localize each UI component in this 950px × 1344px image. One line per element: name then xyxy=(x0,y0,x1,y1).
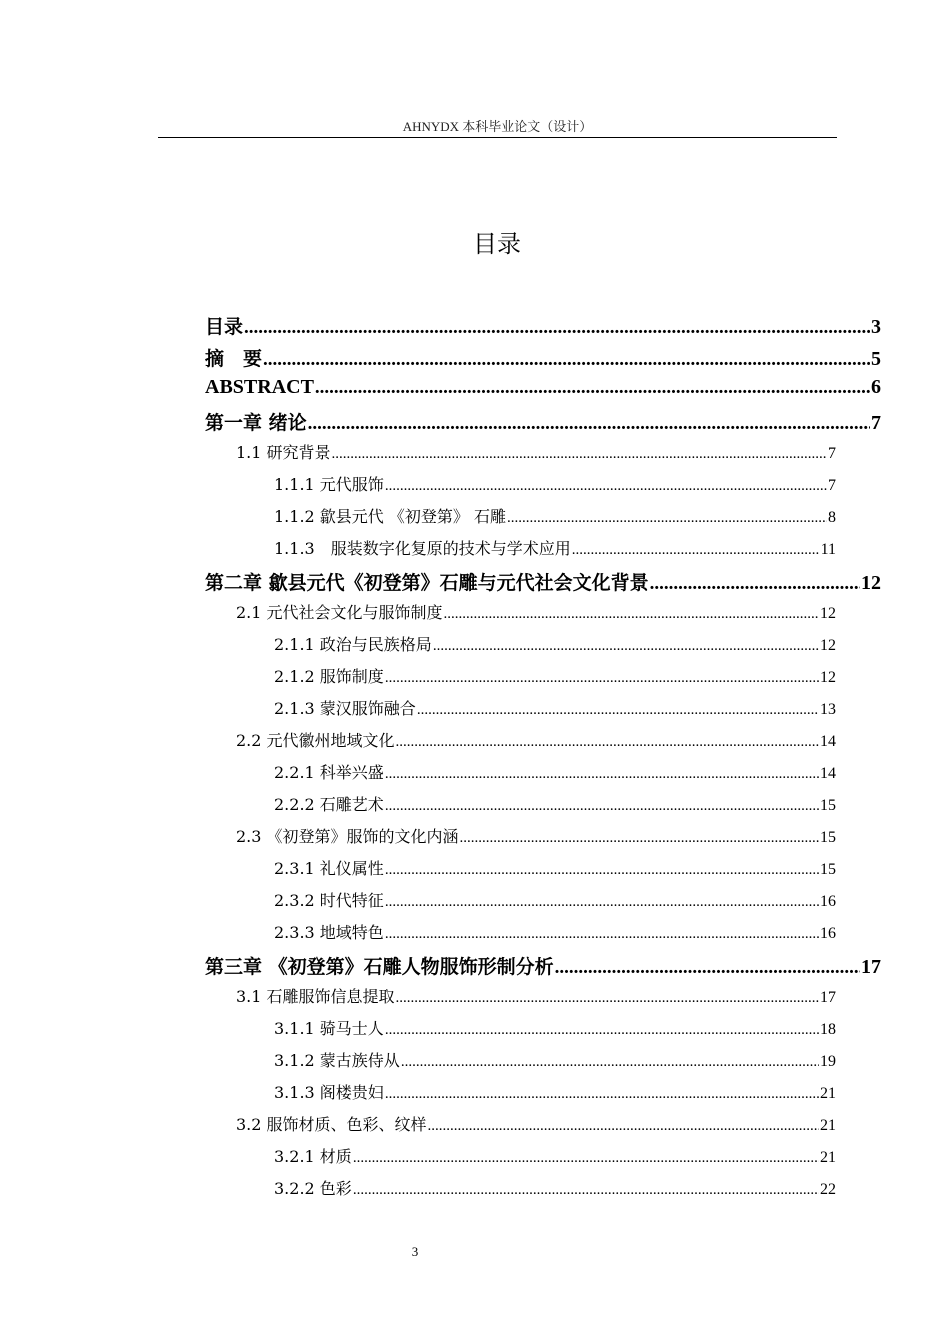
toc-dot-leader xyxy=(433,638,819,655)
toc-entry-label: 2.3.1 礼仪属性 xyxy=(274,859,384,878)
toc-dot-leader xyxy=(385,894,819,911)
toc-entry-page: 3 xyxy=(871,316,881,338)
toc-entry-page: 5 xyxy=(871,348,881,370)
toc-entry-label: 3.1.1 骑马士人 xyxy=(274,1019,384,1038)
toc-entry[interactable] xyxy=(274,664,836,692)
toc-entry-label: 摘 要 xyxy=(205,348,263,370)
toc-entry-page: 22 xyxy=(820,1181,836,1198)
toc-dot-leader xyxy=(460,830,819,847)
toc-entry-label: 目录 xyxy=(205,316,244,338)
toc-entry[interactable] xyxy=(274,632,836,660)
toc-dot-leader xyxy=(396,990,819,1007)
toc-entry-page: 7 xyxy=(871,412,881,434)
toc-dot-leader xyxy=(353,1150,819,1167)
toc-entry-page: 17 xyxy=(861,956,881,978)
toc-dot-leader xyxy=(650,573,860,595)
toc-entry-page: 12 xyxy=(861,572,881,594)
toc-entry-label: 3.2.2 色彩 xyxy=(274,1179,352,1198)
toc-entry-page: 15 xyxy=(820,797,836,814)
toc-entry[interactable] xyxy=(236,440,836,468)
toc-dot-leader xyxy=(315,377,870,399)
running-header: AHNYDX 本科毕业论文（设计） xyxy=(402,119,593,134)
toc-entry-label: 2.2.1 科举兴盛 xyxy=(274,763,384,782)
toc-entry[interactable] xyxy=(236,728,836,756)
toc-entry[interactable] xyxy=(274,888,836,916)
toc-dot-leader xyxy=(308,413,870,435)
toc-entry-page: 14 xyxy=(820,733,836,750)
toc-entry-label: 1.1.1 元代服饰 xyxy=(274,475,384,494)
toc-dot-leader xyxy=(385,478,827,495)
toc-entry-page: 11 xyxy=(820,541,836,558)
toc-entry-label: 2.3.3 地域特色 xyxy=(274,923,384,942)
toc-entry-page: 16 xyxy=(820,925,836,942)
toc-entry-label: 第三章 《初登第》石雕人物服饰形制分析 xyxy=(205,956,554,978)
toc-entry-page: 18 xyxy=(820,1021,836,1038)
toc-dot-leader xyxy=(244,317,870,339)
toc-entry-label: 1.1.3 服装数字化复原的技术与学术应用 xyxy=(274,539,571,558)
page-title: 目录 xyxy=(473,230,521,258)
toc-dot-leader xyxy=(263,349,870,371)
toc-entry[interactable] xyxy=(274,472,836,500)
toc-entry-label: 2.1.2 服饰制度 xyxy=(274,667,384,686)
toc-entry[interactable] xyxy=(274,536,836,564)
toc-entry-page: 21 xyxy=(820,1085,836,1102)
toc-entry-page: 21 xyxy=(820,1149,836,1166)
toc-dot-leader xyxy=(555,957,860,979)
toc-dot-leader xyxy=(396,734,819,751)
toc-entry[interactable] xyxy=(205,568,881,596)
toc-entry-page: 14 xyxy=(820,765,836,782)
toc-entry-label: 3.1.2 蒙古族侍从 xyxy=(274,1051,400,1070)
toc-dot-leader xyxy=(444,606,819,623)
toc-entry-label: 1.1 研究背景 xyxy=(236,443,331,462)
toc-dot-leader xyxy=(385,670,819,687)
toc-entry[interactable] xyxy=(236,824,836,852)
toc-entry-page: 8 xyxy=(828,509,836,526)
toc-entry-label: 3.2.1 材质 xyxy=(274,1147,352,1166)
toc-dot-leader xyxy=(572,542,820,559)
toc-entry-page: 12 xyxy=(820,637,836,654)
toc-entry[interactable] xyxy=(236,984,836,1012)
page-number: 3 xyxy=(411,1244,419,1259)
toc-entry-label: 2.1.3 蒙汉服饰融合 xyxy=(274,699,416,718)
toc-dot-leader xyxy=(428,1118,819,1135)
toc-dot-leader xyxy=(385,766,819,783)
toc-entry[interactable] xyxy=(236,600,836,628)
toc-entry[interactable] xyxy=(205,312,881,340)
toc-entry-label: 1.1.2 歙县元代 《初登第》 石雕 xyxy=(274,507,506,526)
toc-entry-label: ABSTRACT xyxy=(205,376,314,398)
toc-entry-label: 2.3 《初登第》服饰的文化内涵 xyxy=(236,827,459,846)
toc-entry-page: 7 xyxy=(828,477,836,494)
toc-entry-page: 6 xyxy=(871,376,881,398)
toc-entry[interactable] xyxy=(274,1016,836,1044)
toc-entry-label: 3.1.3 阁楼贵妇 xyxy=(274,1083,384,1102)
toc-entry[interactable] xyxy=(236,1112,836,1140)
toc-dot-leader xyxy=(385,798,819,815)
toc-entry-label: 3.2 服饰材质、色彩、纹样 xyxy=(236,1115,427,1134)
toc-entry-label: 第一章 绪论 xyxy=(205,412,307,434)
toc-entry-page: 13 xyxy=(820,701,836,718)
toc-entry[interactable] xyxy=(274,1080,836,1108)
toc-entry-page: 19 xyxy=(820,1053,836,1070)
toc-entry[interactable] xyxy=(205,408,881,436)
toc-entry[interactable] xyxy=(274,1144,836,1172)
toc-entry-page: 17 xyxy=(820,989,836,1006)
toc-dot-leader xyxy=(507,510,827,527)
toc-dot-leader xyxy=(401,1054,819,1071)
toc-dot-leader xyxy=(353,1182,819,1199)
toc-entry-page: 7 xyxy=(828,445,836,462)
toc-entry[interactable] xyxy=(274,1176,836,1204)
toc-dot-leader xyxy=(385,1022,819,1039)
header-rule xyxy=(158,137,837,138)
toc-entry-label: 2.1 元代社会文化与服饰制度 xyxy=(236,603,443,622)
toc-entry-page: 16 xyxy=(820,893,836,910)
toc-entry[interactable] xyxy=(205,376,881,404)
toc-entry-label: 2.2 元代徽州地域文化 xyxy=(236,731,395,750)
toc-entry-page: 12 xyxy=(820,669,836,686)
toc-dot-leader xyxy=(332,446,827,463)
toc-entry-label: 2.3.2 时代特征 xyxy=(274,891,384,910)
toc-entry[interactable] xyxy=(274,760,836,788)
toc-entry[interactable] xyxy=(274,1048,836,1076)
toc-entry[interactable] xyxy=(205,344,881,372)
toc-entry[interactable] xyxy=(274,504,836,532)
toc-entry[interactable] xyxy=(274,920,836,948)
toc-dot-leader xyxy=(417,702,819,719)
toc-entry[interactable] xyxy=(274,856,836,884)
toc-entry-label: 第二章 歙县元代《初登第》石雕与元代社会文化背景 xyxy=(205,572,649,594)
toc-entry-label: 3.1 石雕服饰信息提取 xyxy=(236,987,395,1006)
toc-entry-page: 15 xyxy=(820,861,836,878)
toc-entry-page: 21 xyxy=(820,1117,836,1134)
toc-entry[interactable] xyxy=(274,696,836,724)
toc-entry-page: 15 xyxy=(820,829,836,846)
toc-entry[interactable] xyxy=(205,952,881,980)
toc-entry[interactable] xyxy=(274,792,836,820)
toc-dot-leader xyxy=(385,1086,819,1103)
toc-entry-label: 2.2.2 石雕艺术 xyxy=(274,795,384,814)
toc-entry-page: 12 xyxy=(820,605,836,622)
toc-dot-leader xyxy=(385,862,819,879)
toc-dot-leader xyxy=(385,926,819,943)
toc-entry-label: 2.1.1 政治与民族格局 xyxy=(274,635,432,654)
